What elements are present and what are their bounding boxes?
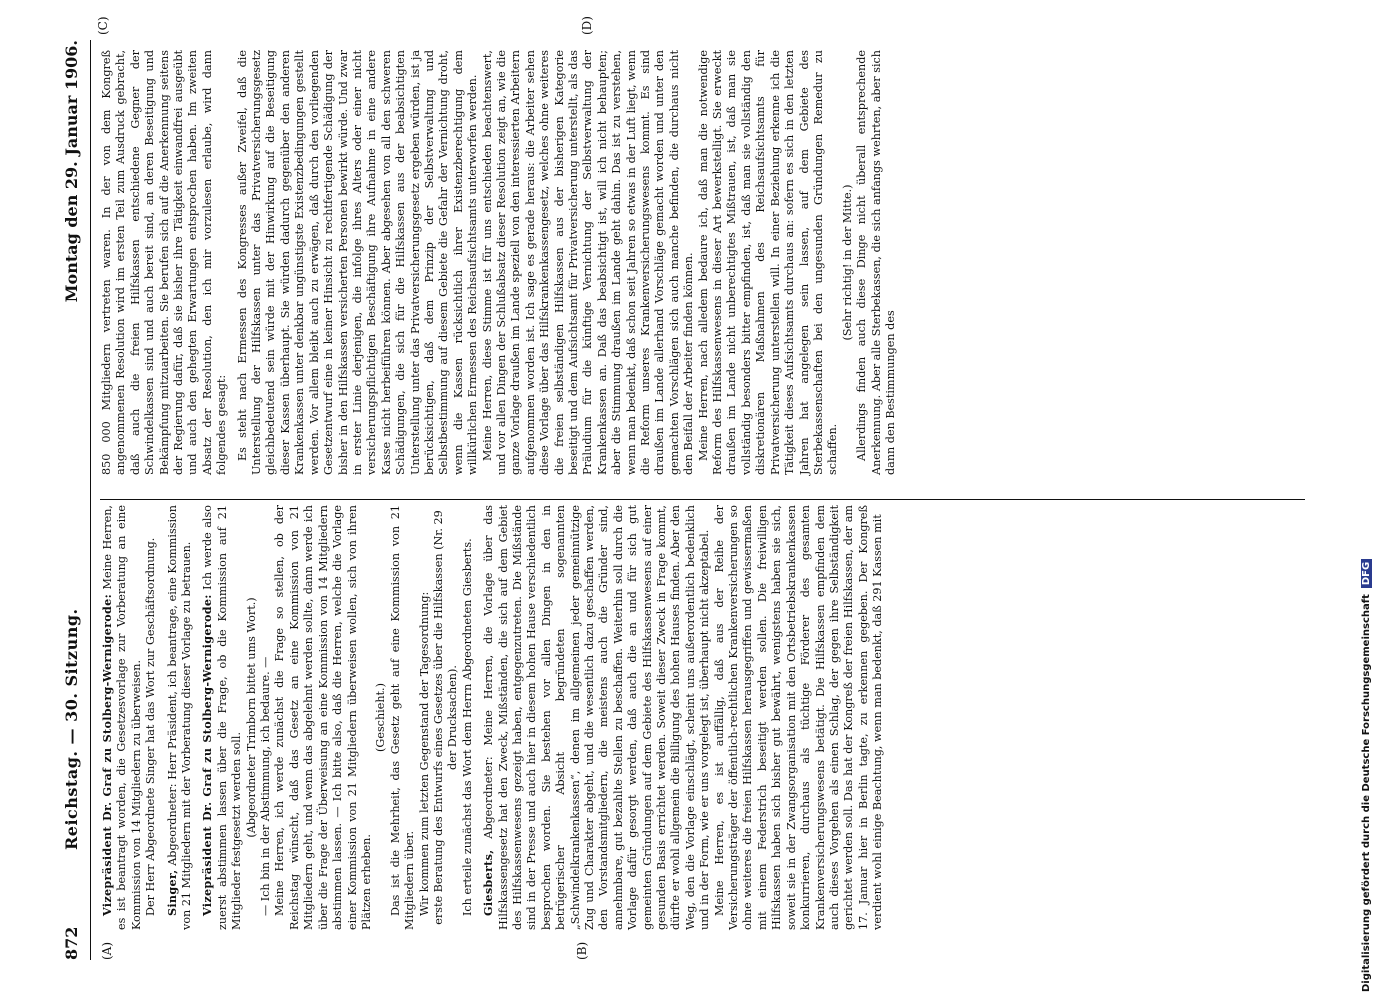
stage-direction: (Sehr richtig! in der Mitte.) bbox=[840, 184, 854, 341]
digitization-credit bbox=[1361, 8, 1379, 992]
paragraph: Der Herr Abgeordnete Singer hat das Wort zur Geschäftsordnung. bbox=[144, 537, 158, 916]
quoted-resolution: Es steht nach Ermessen des Kongresses außer Zweifel, daß die Unterstellung der Hilfskassen unter das Privatversicherungsgesetz gleichbedeutend sein würde mit der Hinwirkung auf die Beseitigung dieser Kassen überhaupt. Sie würden dadurch gegenüber den anderen Krankenkassen unter denkbar ungünstigste Existenzbedingungen gestellt werden. Vor allem bleibt auch zu erwägen, daß durch den vorliegenden Gesetzentwurf eine in keiner Hinsicht zu rechtfertigende Schädigung der bisher in den Hilfskassen versicherten Personen bewirkt würde. Und zwar in erster Linie derjenigen, die infolge ihres Alters oder einer nicht versicherungspflichtigen Beschäftigung ihre Aufnahme in eine andere Kasse nicht herbeiführen können. Aber abgesehen von all den schweren Schädigungen, die sich für die Hilfskassen aus der beabsichtigten Unterstellung unter das Privatversicherungsgesetz ergeben würden, ist ja berücksichtigen, daß dem Prinzip der Selbstverwaltung und Selbstbestimmung auf diesem Gebiete die Gefahr der Vernichtung droht, wenn die Kassen rücksichtlich ihrer Existenzberechtigung dem willkürlichen Ermessen des Reichsaufsichtsamts unterworfen werden. bbox=[235, 50, 480, 475]
paragraph: Meine Herren, ich werde zunächst die Frage so stellen, ob der Reichstag wünscht, daß das Gesetz an eine Kommission von 21 Mitgliedern geht, und wenn das abgelehnt werden sollte, dann werde ich über die Frage der Überweisung an eine Kommission von 14 Mitgliedern abstimmen lassen. — Ich bitte also, daß die Herren, welche die Vorlage einer Kommission von 21 Mitgliedern überweisen wollen, sich von ihren Plätzen erheben. bbox=[273, 505, 373, 930]
page-header bbox=[56, 40, 86, 960]
session-title: Reichstag. — 30. Sitzung. bbox=[62, 608, 81, 850]
speaker-name: Singer, bbox=[164, 869, 179, 916]
speaker-name: Vizepräsident Dr. Graf zu Stolberg-Wernigerode: bbox=[100, 593, 114, 916]
paragraph: Vizepräsident Dr. Graf zu Stolberg-Wernigerode: Ich werde also zuerst abstimmen lassen über die Frage, ob die Kommission auf 21 Mitglieder festgesetzt werden soll. bbox=[200, 505, 244, 930]
margin-marker-a: (A) bbox=[100, 941, 114, 960]
paragraph: Allerdings finden auch diese Dinge nicht überall entsprechende Anerkennung. Aber alle Sterbekassen, die sich anfangs wehrten, aber sich dann den Bestimmungen des bbox=[855, 50, 897, 475]
stage-direction: (Geschieht.) bbox=[374, 683, 388, 752]
speaker-name: Vizepräsident Dr. Graf zu Stolberg-Wernigerode: bbox=[200, 594, 215, 916]
paragraph: Singer, Abgeordneter: Herr Präsident, ich beantrage, eine Kommission von 21 Mitgliedern mit der Vorberatung dieser Vorlage zu betrauen. bbox=[164, 505, 194, 930]
margin-marker-c: (C) bbox=[96, 16, 110, 35]
margin-marker-b: (B) bbox=[575, 941, 589, 960]
header-rule bbox=[90, 40, 91, 960]
paragraph: Meine Herren, nach alledem bedaure ich, daß man die notwendige Reform des Hilfskassenwesens in dieser Art bewerkstelligt. Sie erweckt draußen im Lande nicht unberechtigtes Mißtrauen, ist, daß man sie vollständig besonders bitter empfinden, ist, daß man sie vollständig den diskretionären Maßnahmen des Reichsaufsichtsamts für Privatversicherung unterstellen will. In einer Beziehung erkenne ich die Tätigkeit dieses Aufsichtsamts durchaus an: sofern es sich in den letzten Jahren hat angelegen sein lassen, auf dem Gebiete des Sterbekassenschaften bei den ungesunden Gründungen Remedur zu schaffen. bbox=[696, 50, 840, 475]
credit-text: Digitalisierung gefördert durch die Deutsche Forschungsgemeinschaft bbox=[1361, 594, 1372, 992]
paragraph: Das ist die Mehrheit, das Gesetz geht auf eine Kommission von 21 Mitgliedern über. bbox=[388, 505, 417, 930]
column-divider bbox=[100, 499, 1305, 500]
paragraph: 850 000 Mitgliedern vertreten waren. In der von dem Kongreß angenommenen Resolution wird im ersten Teil zum Ausdruck gebracht, daß auch die freien Hilfskassen entschiedene Gegner der Schwindelkassen sind und auch bereit sind, an deren Beseitigung und Bekämpfung mitzuarbeiten. Sie berufen sich auf die Anerkennung seitens der Regierung dafür, daß sie bisher ihre Tätigkeit einwandfrei ausgeübt und auch den gehegten Erwartungen entsprochen haben. Im zweiten Absatz der Resolution, den ich mir vorzulesen erlaube, wird dann folgendes gesagt: bbox=[100, 50, 229, 475]
margin-marker-d: (D) bbox=[580, 16, 594, 35]
right-column bbox=[100, 50, 898, 475]
agenda-item: erste Beratung des Entwurfs eines Gesetzes über die Hilfskassen (Nr. 29 der Drucksachen). bbox=[431, 510, 460, 925]
paragraph: Vizepräsident Dr. Graf zu Stolberg-Wernigerode: Meine Herren, es ist beantragt worden, die Gesetzesvorlage zur Vorberatung an eine Kommission von 14 Mitgliedern zu überweisen. bbox=[100, 505, 143, 930]
paragraph: Wir kommen zum letzten Gegenstand der Tagesordnung: bbox=[417, 591, 431, 916]
paragraph: — Ich bin in der Abstimmung, ich bedaure. — bbox=[259, 656, 273, 916]
paragraph: Ich erteile zunächst das Wort dem Herrn Abgeordneten Giesberts. bbox=[460, 538, 474, 916]
page-number: 872 bbox=[62, 926, 81, 960]
paragraph: Meine Herren, diese Stimme ist für uns entschieden beachtenswert, und vor allen Dingen der Schlußabsatz dieser Resolution zeigt an, wie die ganze Vorlage draußen im Lande speziell von den interessierten Arbeitern aufgenommen worden ist. Ich sage es gerade heraus: die Arbeiter sehen diese Vorlage über das Hilfskrankenkassengesetz, welches ohne weiteres die freien selbständigen Hilfskassen aus der bisherigen Kategorie beseitigt und dem Aufsichtsamt für Privatversicherung unterstellt, als das Präludium für die künftige Vernichtung der Selbstverwaltung der Krankenkassen an. Daß das beabsichtigt ist, will ich nicht behaupten; aber die Stimmung draußen im Lande geht dahin. Das ist zu verstehen, wenn man bedenkt, daß schon seit Jahren so etwas in der Luft liegt, wenn die Reform unseres Krankenversicherungswesens kommt. Es sind draußen im Lande allerhand Vorschläge gemacht worden und unter den gemachten Vorschlägen sich auch manche befinden, die durchaus nicht den Beifall der Arbeiter finden können. bbox=[480, 50, 696, 475]
paragraph: Meine Herren, es ist auffällig, daß aus der Reihe der Versicherungsträger der öffentlich-rechtlichen Krankenversicherungen so ohne weiteres die freien Hilfskassen herausgegriffen und gewissermaßen mit einem Federstrich beseitigt werden sollen. Die freiwilligen Hilfskassen haben sich bisher gut bewährt, wenigstens haben sie sich, soweit sie in der Zwangsorganisation mit den Ortsbetriebskrankenkassen konkurrieren, durchaus als tüchtige Förderer des gesamten Krankenversicherungswesens betätigt. Die Hilfskassen empfinden dem auch dieses Vorgehen als einen Schlag, der gegen ihre Selbständigkeit gerichtet werden soll. Das hat der Kongreß der freien Hilfskassen, der am 17. Januar hier in Berlin tagte, zu erkennen gegeben. Der Kongreß verdient wohl einige Beachtung, wenn man bedenkt, daß 291 Kassen mit bbox=[712, 505, 885, 930]
left-column bbox=[100, 505, 886, 930]
paragraph: Giesberts, Abgeordneter: Meine Herren, die Vorlage über das Hilfskassengesetz hat den Zweck, Mißständen, die sich auf dem Gebiet des Hilfskassenwesens gezeigt haben, entgegenzutreten. Die Mißstände sind in der Presse und auch hier in diesem hohen Hause verschiedentlich besprochen worden. Sie bestehen vor allen Dingen in den in betrügerischer Absicht begründeten sogenannten „Schwindelkrankenkassen“, denen im allgemeinen jeder gemeinnützige Zug und Charakter abgeht, und die wesentlich dazu geschaffen werden, den Vorstandsmitgliedern, die meistens auch die Gründer sind, annehmbare, gut bezahlte Stellen zu beschaffen. Weiterhin soll durch die Vorlage dafür gesorgt werden, daß auch die an und für sich gut gemeinten Gründungen auf dem Gebiete des Hilfskassenwesens auf einer gesunden Basis errichtet werden. Soweit dieser Zweck in Frage kommt, dürfte er wohl allgemein die Billigung des hohen Hauses finden. Aber den Weg, den die Vorlage einschlägt, scheint uns außerordentlich bedenklich und in der Form, wie er uns vorgelegt ist, überhaupt nicht akzeptabel. bbox=[481, 505, 712, 930]
session-date: Montag den 29. Januar 1906. bbox=[62, 40, 81, 303]
speaker-name: Giesberts, bbox=[481, 849, 496, 916]
stage-direction: (Abgeordneter Trimborn bittet ums Wort.) bbox=[244, 597, 258, 838]
dfg-logo: DFG bbox=[1361, 559, 1372, 588]
